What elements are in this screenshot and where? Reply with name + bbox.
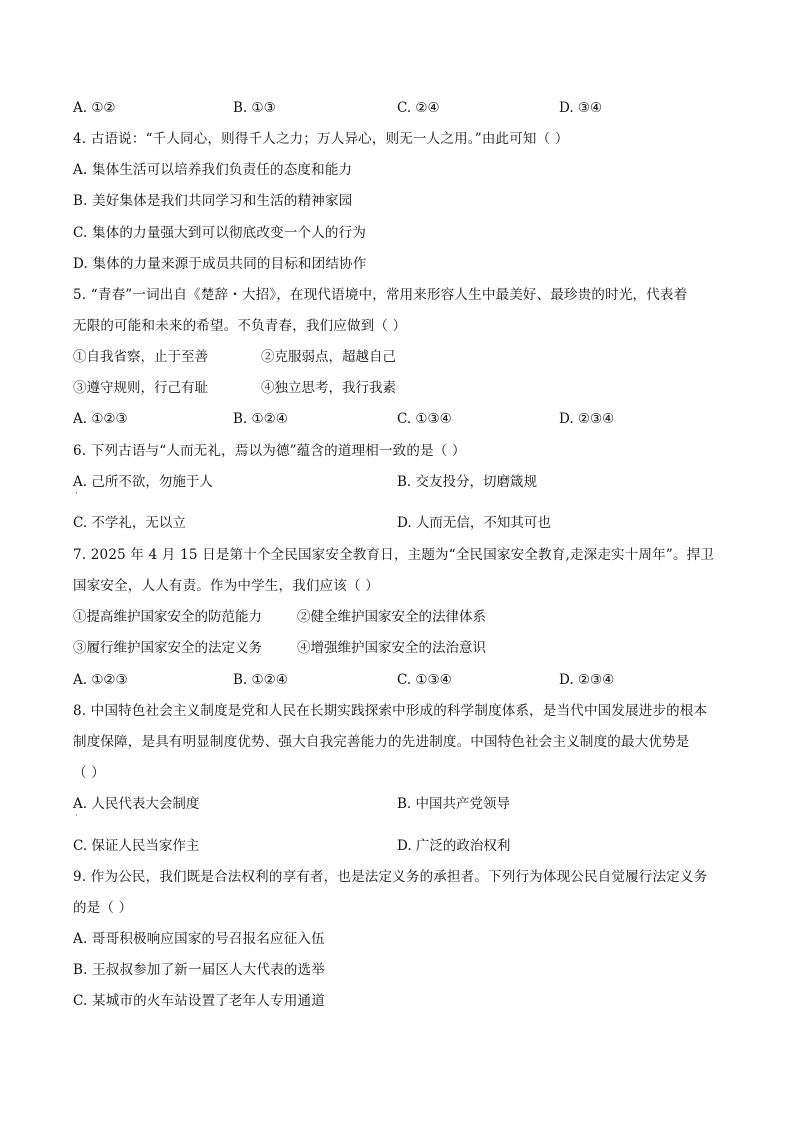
q8-options-row2	[73, 837, 733, 855]
q5-statement-4: ④独立思考，我行我素	[261, 380, 396, 396]
q4-option-a[interactable]: A. 集体生活可以培养我们负责任的态度和能力	[73, 162, 353, 178]
q7-statement-4: ④增强维护国家安全的法治意识	[297, 640, 486, 656]
q5-option-d[interactable]: D. ②③④	[559, 411, 615, 427]
q8-stem-line2: 制度保障，是具有明显制度优势、强大自我完善能力的先进制度。中国特色社会主义制度的最大优势是	[73, 734, 690, 750]
q6-option-d[interactable]: D. 人而无信，不知其可也	[397, 515, 551, 531]
q7-option-a[interactable]: A. ①②③	[73, 672, 128, 688]
q8-option-a[interactable]: A. 人民代表大会制度	[73, 796, 200, 812]
q3-option-d[interactable]: D. ③④	[559, 100, 603, 116]
q8-stem-line3: （ ）	[73, 765, 105, 781]
q9-stem-line1: 9. 作为公民，我们既是合法权利的享有者，也是法定义务的承担者。下列行为体现公民自觉履行法定义务	[73, 869, 708, 885]
q5-stem-line1: 5. “青春”一词出自《楚辞・大招》，在现代语境中，常用来形容人生中最美好、最珍贵的时光，代表着	[73, 287, 688, 303]
q5-option-a[interactable]: A. ①②③	[73, 411, 128, 427]
q9-option-c[interactable]: C. 某城市的火车站设置了老年人专用通道	[73, 993, 325, 1009]
q9-stem-line2: 的是（ ）	[73, 900, 133, 916]
q6-option-a[interactable]: A. 己所不欲，勿施于人	[73, 474, 213, 490]
q5-statement-3: ③遵守规则，行己有耻	[73, 380, 208, 396]
q4-option-c[interactable]: C. 集体的力量强大到可以彻底改变一个人的行为	[73, 225, 367, 241]
q7-statement-1: ①提高维护国家安全的防范能力	[73, 609, 262, 625]
q5-statement-2: ②克服弱点，超越自己	[261, 349, 396, 365]
q3-option-a[interactable]: A. ①②	[73, 100, 116, 116]
q3-option-b[interactable]: B. ①③	[233, 100, 276, 116]
q8-options-row1	[73, 795, 733, 813]
q8-option-b[interactable]: B. 中国共产党领导	[397, 796, 511, 812]
q4-stem: 4. 古语说：“千人同心，则得千人之力；万人异心，则无一人之用。”由此可知（ ）	[73, 131, 569, 147]
q7-statement-3: ③履行维护国家安全的法定义务	[73, 640, 262, 656]
q5-option-b[interactable]: B. ①②④	[233, 411, 288, 427]
q7-option-c[interactable]: C. ①③④	[397, 672, 452, 688]
q5-statements-row1	[73, 348, 733, 366]
q7-statement-2: ②健全维护国家安全的法律体系	[297, 609, 486, 625]
q8-option-c[interactable]: C. 保证人民当家作主	[73, 838, 200, 854]
q8-stem-line1: 8. 中国特色社会主义制度是党和人民在长期实践探索中形成的科学制度体系，是当代中国发展进步的根本	[73, 703, 708, 719]
stray-dot: ·	[75, 811, 78, 821]
q6-options-row1	[73, 473, 733, 491]
q7-options	[73, 671, 733, 689]
q4-option-d[interactable]: D. 集体的力量来源于成员共同的目标和团结协作	[73, 256, 367, 272]
q5-statement-1: ①自我省察，止于至善	[73, 349, 208, 365]
q5-option-c[interactable]: C. ①③④	[397, 411, 452, 427]
q6-option-b[interactable]: B. 交友投分，切磨箴规	[397, 474, 538, 490]
q9-option-b[interactable]: B. 王叔叔参加了新一届区人大代表的选举	[73, 962, 326, 978]
q7-option-d[interactable]: D. ②③④	[559, 672, 615, 688]
q7-stem-line2: 国家安全，人人有责。作为中学生，我们应该（ ）	[73, 578, 379, 594]
q7-statements-row1	[73, 608, 733, 626]
stray-dot: ·	[75, 489, 78, 499]
q6-stem: 6. 下列古语与“人而无礼，焉以为德”蕴含的道理相一致的是（ ）	[73, 443, 466, 459]
q7-stem-line1: 7. 2025 年 4 月 15 日是第十个全民国家安全教育日，主题为“全民国家安全教育,走深走实十周年”。捍卫	[73, 547, 715, 563]
q3-option-c[interactable]: C. ②④	[397, 100, 440, 116]
q6-options-row2	[73, 514, 733, 532]
q7-statements-row2	[73, 639, 733, 657]
q8-option-d[interactable]: D. 广泛的政治权利	[397, 838, 511, 854]
q7-option-b[interactable]: B. ①②④	[233, 672, 288, 688]
q3-options	[73, 99, 733, 117]
q6-option-c[interactable]: C. 不学礼，无以立	[73, 515, 186, 531]
q5-options	[73, 410, 733, 428]
q4-option-b[interactable]: B. 美好集体是我们共同学习和生活的精神家园	[73, 193, 353, 209]
q5-stem-line2: 无限的可能和未来的希望。不负青春，我们应做到（ ）	[73, 318, 407, 334]
q9-option-a[interactable]: A. 哥哥积极响应国家的号召报名应征入伍	[73, 931, 325, 947]
q5-statements-row2	[73, 379, 733, 397]
